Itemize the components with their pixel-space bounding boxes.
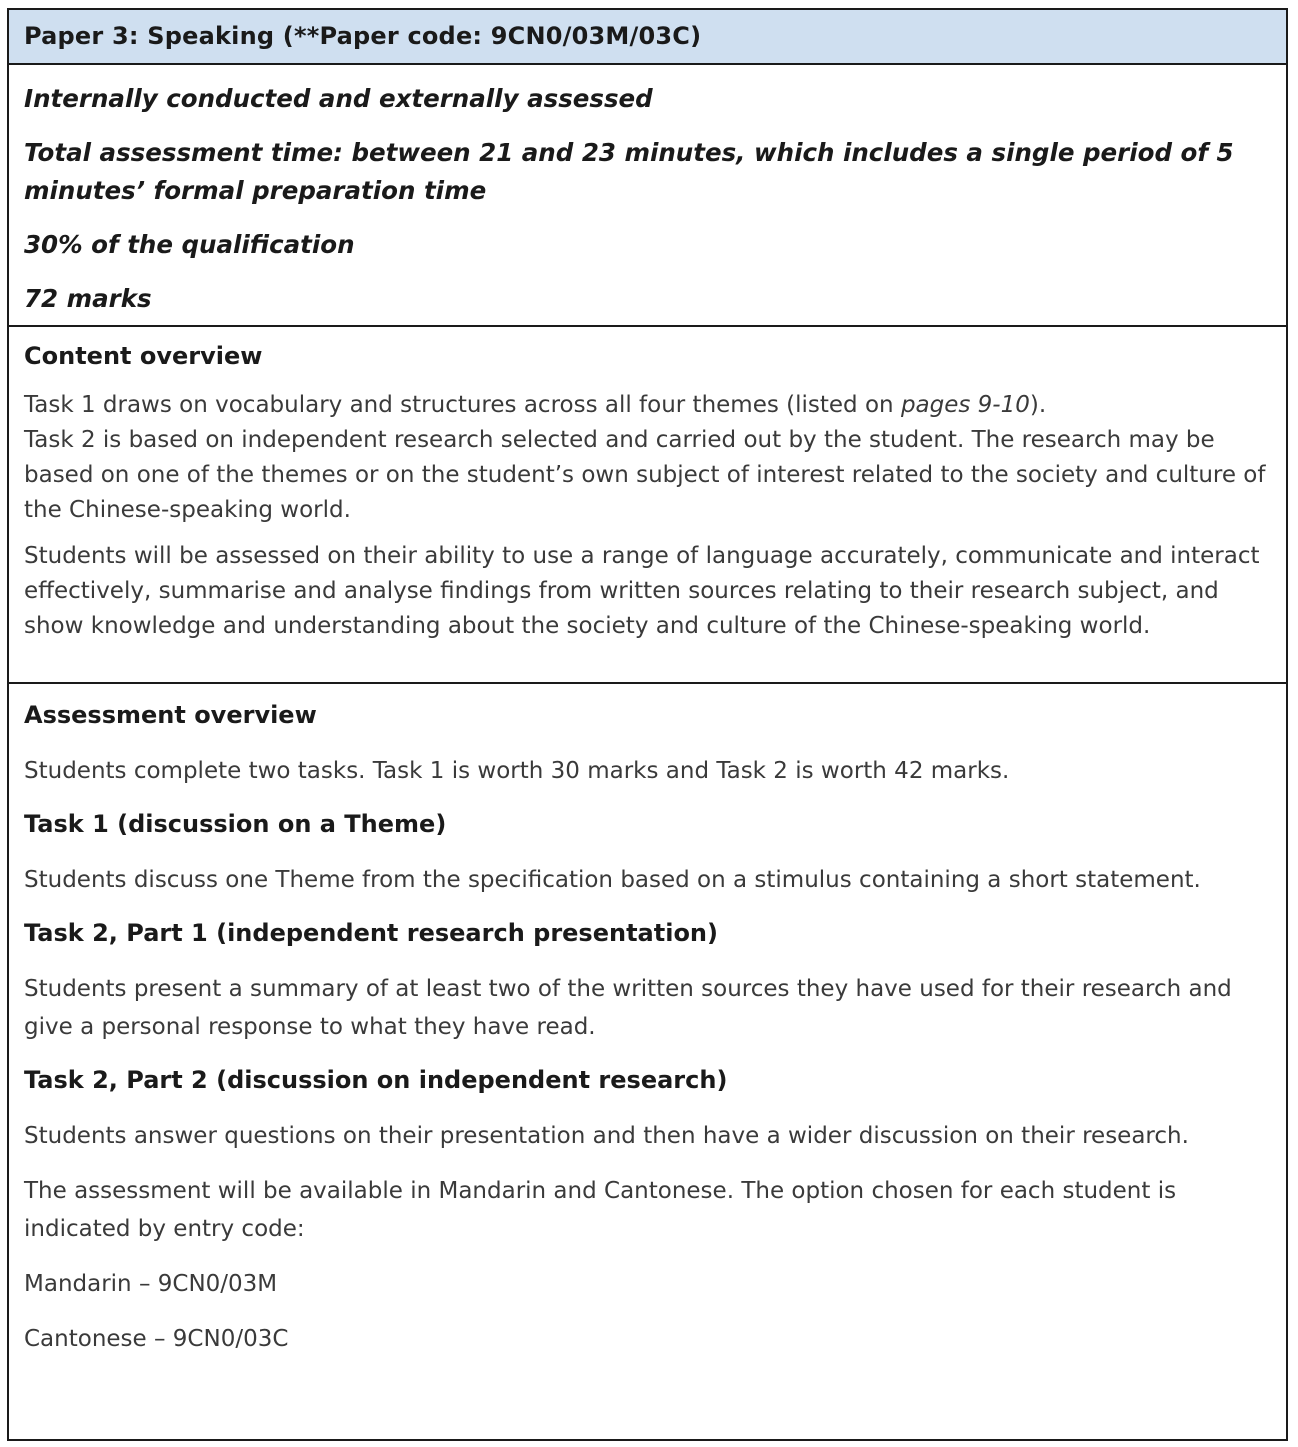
assessment-time-text: Total assessment time: between 21 and 23 minutes, which includes a single period of 5 minutes’ formal preparation time	[24, 138, 1234, 205]
task-1-text: Students discuss one Theme from the specification based on a stimulus containing a short statement.	[24, 867, 1201, 893]
assessment-info-section	[9, 65, 1286, 327]
paragraph-1-text-start: Task 1 draws on vocabulary and structures across all four themes (listed on	[24, 392, 901, 418]
content-overview-section	[9, 327, 1286, 684]
paper-title: Paper 3: Speaking (**Paper code: 9CN0/03M/03C)	[24, 22, 702, 50]
conduct-text: Internally conducted and externally assessed	[24, 84, 653, 113]
task-2-part-2-heading: Task 2, Part 2 (discussion on independent research)	[24, 1066, 728, 1094]
pages-reference-link[interactable]: pages 9-10	[900, 392, 1030, 418]
task-2-part-1-heading: Task 2, Part 1 (independent research presentation)	[24, 919, 718, 947]
content-overview-heading: Content overview	[24, 342, 263, 370]
task-2-part-2-text: Students answer questions on their presentation and then have a wider discussion on their research.	[24, 1123, 1189, 1149]
content-overview-paragraph-2: Students will be assessed on their ability to use a range of language accurately, communicate and interact effectively, summarise and analyse findings from written sources relating to their research subject, and show knowledge and understanding about the society and culture of the Chinese-speaking world.	[24, 543, 1260, 639]
paragraph-1-text-end: ).	[1029, 392, 1047, 418]
language-availability-text: The assessment will be available in Mandarin and Cantonese. The option chosen for each student is indicated by entry code:	[24, 1178, 1177, 1242]
marks-text: 72 marks	[24, 284, 152, 313]
task-2-part-1-text: Students present a summary of at least two of the written sources they have used for their research and give a personal response to what they have read.	[24, 976, 1232, 1040]
paper-3-spec-table	[7, 8, 1288, 1441]
mandarin-entry-code: Mandarin – 9CN0/03M	[24, 1271, 278, 1297]
assessment-overview-section	[9, 684, 1286, 1439]
assessment-overview-heading: Assessment overview	[24, 701, 317, 729]
table-header-row	[9, 10, 1286, 65]
task-1-heading: Task 1 (discussion on a Theme)	[24, 810, 447, 838]
paragraph-1-continuation: Task 2 is based on independent research selected and carried out by the student. The research may be based on one of the themes or on the student’s own subject of interest related to the society and culture of the Chinese-speaking world.	[24, 427, 1266, 523]
weighting-text: 30% of the qualification	[24, 230, 355, 259]
content-overview-paragraph-1	[24, 388, 1271, 528]
cantonese-entry-code: Cantonese – 9CN0/03C	[24, 1326, 289, 1352]
assessment-intro-text: Students complete two tasks. Task 1 is worth 30 marks and Task 2 is worth 42 marks.	[24, 758, 1010, 784]
